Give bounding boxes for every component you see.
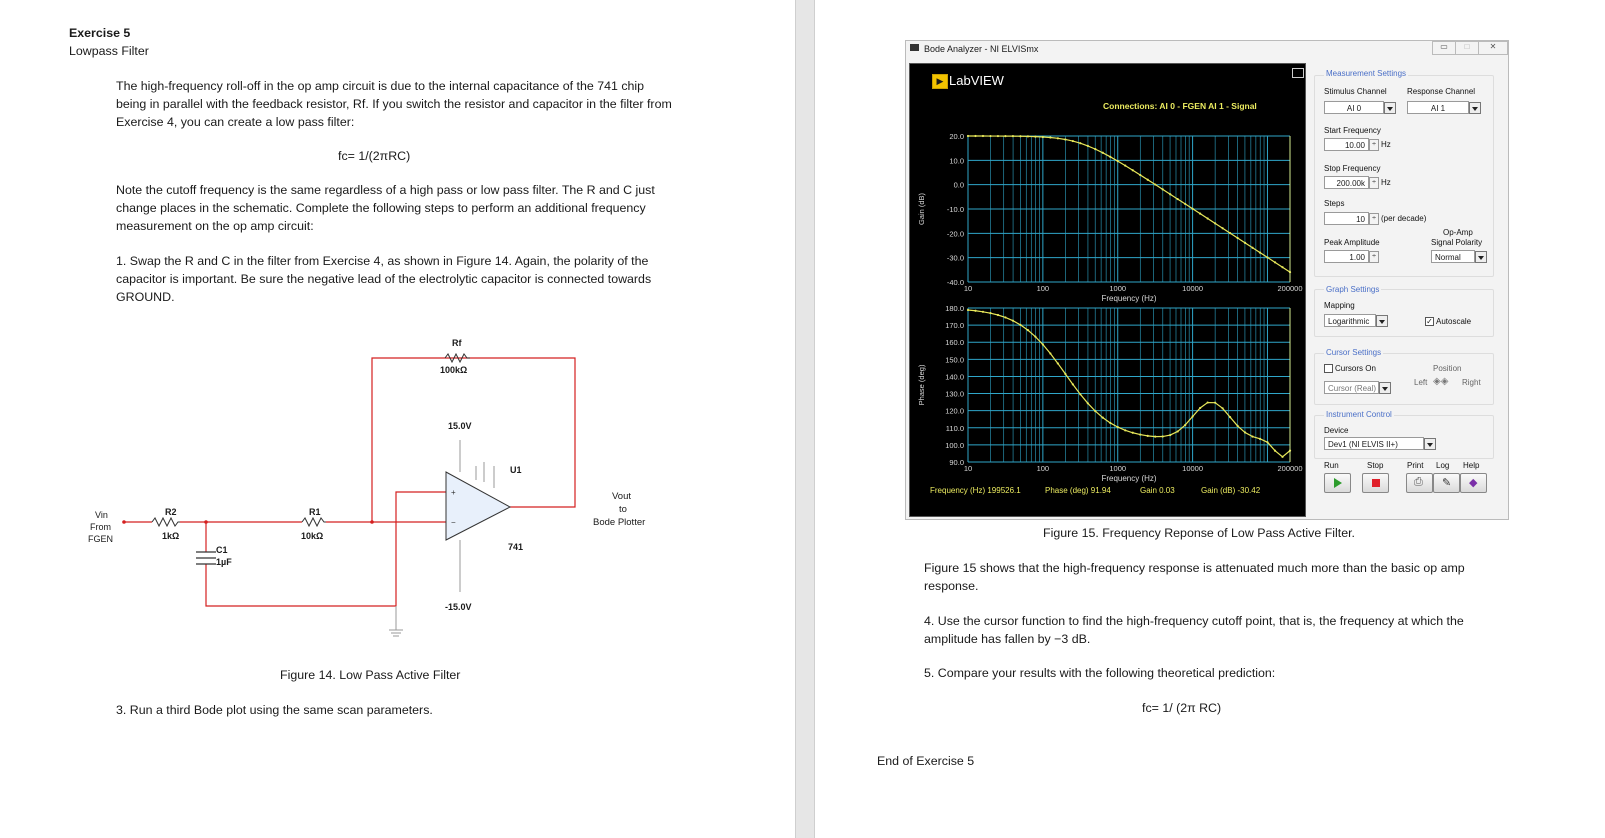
log-label: Log <box>1436 461 1450 470</box>
position-arrows-icon[interactable]: ◈◈ <box>1433 376 1449 387</box>
gain-ytick: -40.0 <box>946 278 964 287</box>
print-button[interactable] <box>1406 473 1433 493</box>
phase-point <box>1214 402 1216 404</box>
start-input[interactable]: 10.00 <box>1324 138 1369 151</box>
phase-point <box>1057 362 1059 364</box>
polarity-dropdown-icon[interactable] <box>1475 251 1487 263</box>
autoscale-checkbox[interactable]: ✓ <box>1426 317 1433 326</box>
theory-formula: fc= 1/ (2π RC) <box>1142 701 1222 715</box>
phase-point <box>1207 401 1209 403</box>
phase-xtick: 10000 <box>1182 464 1204 473</box>
phase-point <box>997 314 999 316</box>
gain-point <box>967 135 969 137</box>
gain-point <box>997 135 999 137</box>
mapping-label: Mapping <box>1324 301 1355 310</box>
gain-point <box>1117 160 1119 162</box>
phase-point <box>1162 435 1164 437</box>
gain-xtick: 100 <box>1036 284 1050 293</box>
mapping-dropdown-icon[interactable] <box>1376 315 1388 327</box>
gain-point <box>1057 137 1059 139</box>
from-label: From <box>90 522 111 532</box>
phase-point <box>1147 435 1149 437</box>
vneg-label: -15.0V <box>445 602 472 612</box>
r1-resistor <box>302 518 326 526</box>
panel-options-icon[interactable] <box>1292 68 1304 78</box>
phase-point <box>974 310 976 312</box>
stop-input[interactable]: 200.00k <box>1324 176 1369 189</box>
help-label: Help <box>1463 461 1480 470</box>
gain-point <box>1064 138 1066 140</box>
stop-unit: Hz <box>1381 178 1391 187</box>
gain-ytick: -10.0 <box>946 205 964 214</box>
phase-ytick: 180.0 <box>945 304 964 313</box>
help-book-icon: ◆ <box>1469 477 1478 489</box>
phase-point <box>1087 402 1089 404</box>
per-decade-label: (per decade) <box>1381 214 1427 223</box>
phase-point <box>1192 415 1194 417</box>
gain-point <box>1079 142 1081 144</box>
stimulus-select[interactable]: AI 0 <box>1324 101 1384 114</box>
c1-capacitor <box>196 552 216 564</box>
phase-point <box>982 311 984 313</box>
readout-gain: Gain 0.03 <box>1140 486 1175 495</box>
stop-square-icon <box>1372 479 1380 487</box>
phase-point <box>1019 324 1021 326</box>
phase-point <box>1027 329 1029 331</box>
phase-point <box>1049 352 1051 354</box>
step-1: 1. Swap the R and C in the filter from Exercise 4, as shown in Figure 14. Again, the polarity of the capacitor is important. Be sure the negative lead of the electrolytic capacitor is connected towards GROUND. <box>116 254 652 304</box>
maximize-icon[interactable]: □ <box>1455 41 1479 55</box>
c1-label: C1 <box>216 545 228 555</box>
run-button[interactable] <box>1324 473 1351 493</box>
vin-label: Vin <box>95 510 108 520</box>
phase-point <box>1094 410 1096 412</box>
phase-point <box>1274 450 1276 452</box>
intro-paragraph: The high-frequency roll-off in the op amp circuit is due to the internal capacitance of the 741 chip being in parallel with the feedback resistor, Rf. If you switch the resistor and capacitor in the filter from Exercise 4, you can create a low pass filter: <box>116 79 672 129</box>
mapping-select[interactable]: Logarithmic <box>1324 314 1376 327</box>
peak-label: Peak Amplitude <box>1324 238 1380 247</box>
left-label: Left <box>1414 378 1428 387</box>
readout-phase: Phase (deg) 91.94 <box>1045 486 1111 495</box>
instrument-header: Instrument Control <box>1326 410 1392 419</box>
cursor-select[interactable]: Cursor (Real) <box>1324 381 1379 394</box>
phase-point <box>1064 373 1066 375</box>
gain-point <box>1162 188 1164 190</box>
start-label: Start Frequency <box>1324 126 1381 135</box>
phase-point <box>1169 434 1171 436</box>
gain-point <box>1027 135 1029 137</box>
phase-point <box>1229 416 1231 418</box>
close-icon[interactable]: ✕ <box>1478 41 1508 55</box>
gain-point <box>1192 208 1194 210</box>
gain-trace <box>968 136 1290 272</box>
phase-point <box>1109 422 1111 424</box>
gain-point <box>1154 183 1156 185</box>
phase-ytick: 100.0 <box>945 440 964 450</box>
phase-point <box>1139 433 1141 435</box>
step-5: 5. Compare your results with the following theoretical prediction: <box>924 666 1276 680</box>
bode-analyzer-window <box>905 40 1509 520</box>
phase-point <box>1199 407 1201 409</box>
bode-label: Bode Plotter <box>593 517 646 528</box>
gain-point <box>1019 135 1021 137</box>
phase-ytick: 130.0 <box>945 389 964 399</box>
gain-plot <box>910 110 1305 310</box>
phase-point <box>1259 438 1261 440</box>
window-title: Bode Analyzer - NI ELVISmx <box>924 44 1039 54</box>
gain-point <box>1184 203 1186 205</box>
vpos-label: 15.0V <box>448 421 472 431</box>
gain-ylabel: Gain (dB) <box>917 192 926 226</box>
gain-point <box>1199 213 1201 215</box>
rf-label: Rf <box>452 338 462 348</box>
gain-point <box>1229 232 1231 234</box>
gain-ytick: -20.0 <box>946 229 964 239</box>
phase-ytick: 140.0 <box>945 372 964 382</box>
exercise-subtitle: Lowpass Filter <box>69 44 149 58</box>
r2-resistor <box>152 518 180 526</box>
phase-point <box>1266 441 1268 443</box>
log-button[interactable] <box>1433 473 1460 493</box>
fgen-label: FGEN <box>88 534 114 544</box>
start-stepper[interactable]: ÷ <box>1369 139 1379 151</box>
cursor-header: Cursor Settings <box>1326 348 1382 357</box>
phase-point <box>1244 431 1246 433</box>
gain-point <box>1132 169 1134 171</box>
exercise-title: Exercise 5 <box>69 26 131 40</box>
gain-ytick: -30.0 <box>946 253 964 263</box>
phase-ytick: 110.0 <box>945 423 964 433</box>
phase-trace <box>968 310 1290 457</box>
stop-stepper[interactable]: ÷ <box>1369 177 1379 189</box>
readout-gain-db: Gain (dB) -30.42 <box>1201 486 1261 495</box>
phase-xtick: 10 <box>963 464 973 473</box>
gain-point <box>1236 237 1238 239</box>
phase-plot <box>910 296 1305 486</box>
stimulus-label: Stimulus Channel <box>1324 87 1387 96</box>
note-paragraph: Note the cutoff frequency is the same regardless of a high pass or low pass filter. The R and C just change places in the schematic. Complete the following steps to perform an additional frequency measurement on the op amp circuit: <box>116 183 655 233</box>
gain-point <box>1169 193 1171 195</box>
phase-point <box>1184 424 1186 426</box>
c1-value: 1µF <box>216 557 232 567</box>
phase-ytick: 150.0 <box>945 355 964 365</box>
gain-point <box>1266 256 1268 258</box>
opamp-label-2: Signal Polarity <box>1431 238 1483 247</box>
gain-point <box>1281 266 1283 268</box>
phase-point <box>1072 383 1074 385</box>
print-label: Print <box>1407 461 1424 470</box>
phase-point <box>1236 425 1238 427</box>
gain-ytick: 20.0 <box>949 132 964 141</box>
gain-ytick: 0.0 <box>953 180 964 190</box>
cursor-dropdown-icon[interactable] <box>1379 382 1391 394</box>
gain-point <box>989 135 991 137</box>
response-select[interactable]: AI 1 <box>1407 101 1469 114</box>
run-label: Run <box>1324 461 1339 470</box>
cursors-on-label: Cursors On <box>1335 364 1376 373</box>
stop-button[interactable] <box>1362 473 1389 493</box>
gain-xtick: 200000 <box>1277 284 1303 293</box>
gain-point <box>1124 165 1126 167</box>
figure15-caption: Figure 15. Frequency Reponse of Low Pass Active Filter. <box>1043 526 1355 540</box>
low-pass-schematic <box>80 330 680 640</box>
plot-panel <box>909 63 1306 517</box>
gain-point <box>1049 136 1051 138</box>
phase-point <box>1004 316 1006 318</box>
page-gutter <box>795 0 815 838</box>
svg-text:−: − <box>451 518 456 527</box>
device-dropdown-icon[interactable] <box>1424 438 1436 450</box>
phase-xtick: 200000 <box>1277 464 1303 473</box>
phase-point <box>1102 417 1104 419</box>
step-4: 4. Use the cursor function to find the high-frequency cutoff point, that is, the frequency at which the amplitude has fallen by −3 dB. <box>924 614 1464 646</box>
labview-logo: ▶ LabVIEW <box>932 66 1026 92</box>
labview-icon: ▶ <box>932 74 948 89</box>
right-page <box>815 0 1605 838</box>
phase-point <box>1177 430 1179 432</box>
step-3: 3. Run a third Bode plot using the same scan parameters. <box>116 703 433 717</box>
gain-point <box>1072 140 1074 142</box>
schematic-wires <box>124 358 575 606</box>
device-select[interactable]: Dev1 (NI ELVIS II+) <box>1324 437 1424 450</box>
gain-point <box>1094 148 1096 150</box>
rf-value: 100kΩ <box>440 365 468 375</box>
gain-point <box>1102 152 1104 154</box>
steps-input[interactable]: 10 <box>1324 212 1369 225</box>
phase-point <box>1042 343 1044 345</box>
phase-xtick: 1000 <box>1109 464 1127 473</box>
gain-point <box>974 135 976 137</box>
figure15-paragraph: Figure 15 shows that the high-frequency response is attenuated much more than the basic op amp response. <box>924 561 1465 593</box>
device-label: Device <box>1324 426 1349 435</box>
phase-point <box>1281 456 1283 458</box>
gain-point <box>1034 136 1036 138</box>
phase-point <box>967 309 969 311</box>
end-of-exercise: End of Exercise 5 <box>877 754 975 768</box>
phase-point <box>989 312 991 314</box>
steps-stepper[interactable]: ÷ <box>1369 213 1379 225</box>
figure14-caption: Figure 14. Low Pass Active Filter <box>280 668 461 682</box>
left-page <box>0 0 795 838</box>
polarity-select[interactable]: Normal <box>1431 250 1475 263</box>
stimulus-dropdown-icon[interactable] <box>1384 102 1396 114</box>
run-arrow-icon <box>1334 478 1342 488</box>
gain-xtick: 1000 <box>1109 284 1127 293</box>
measurement-header: Measurement Settings <box>1326 69 1407 78</box>
log-edit-icon: ✎ <box>1442 477 1452 489</box>
opamp-triangle <box>446 472 510 540</box>
gain-point <box>1207 217 1209 219</box>
phase-point <box>1154 436 1156 438</box>
gain-point <box>1139 174 1141 176</box>
gain-point <box>1012 135 1014 137</box>
gain-point <box>1244 242 1246 244</box>
steps-label: Steps <box>1324 199 1345 208</box>
phase-ylabel: Phase (deg) <box>917 364 926 406</box>
phase-point <box>1034 336 1036 338</box>
stop-button-label: Stop <box>1367 461 1384 470</box>
minimize-icon[interactable]: ▭ <box>1432 41 1456 55</box>
peak-input[interactable]: 1.00 <box>1324 250 1369 263</box>
phase-xtick: 100 <box>1036 464 1050 473</box>
gain-xlabel: Frequency (Hz) <box>1101 294 1157 303</box>
phase-point <box>1222 407 1224 409</box>
phase-ytick: 160.0 <box>945 338 964 348</box>
u1-label: U1 <box>510 465 522 475</box>
right-label: Right <box>1462 378 1481 387</box>
vout-label: Vout <box>612 491 632 502</box>
gain-point <box>1004 135 1006 137</box>
r2-value: 1kΩ <box>162 531 180 541</box>
phase-ytick: 90.0 <box>949 458 964 467</box>
gain-point <box>1251 247 1253 249</box>
phase-ytick: 120.0 <box>945 406 964 416</box>
start-unit: Hz <box>1381 140 1391 149</box>
phase-xlabel: Frequency (Hz) <box>1101 474 1157 483</box>
graph-header: Graph Settings <box>1326 285 1380 294</box>
gain-xtick: 10 <box>963 284 973 293</box>
gain-ytick: 10.0 <box>949 156 964 166</box>
gain-point <box>1087 145 1089 147</box>
phase-point <box>1117 426 1119 428</box>
autoscale-label: Autoscale <box>1436 317 1472 326</box>
gain-point <box>1274 261 1276 263</box>
printer-icon: ⎙ <box>1414 476 1423 488</box>
position-label: Position <box>1433 364 1462 373</box>
cutoff-formula: fc= 1/(2πRC) <box>338 149 411 163</box>
graph-settings <box>1314 289 1494 337</box>
phase-point <box>1079 393 1081 395</box>
response-dropdown-icon[interactable] <box>1469 102 1481 114</box>
r1-label: R1 <box>309 507 321 517</box>
connections-label: Connections: AI 0 - FGEN AI 1 - Signal <box>1103 101 1257 111</box>
gain-point <box>1214 222 1216 224</box>
readout-frequency: Frequency (Hz) 199526.1 <box>930 486 1021 495</box>
gain-xtick: 10000 <box>1182 284 1204 293</box>
svg-text:+: + <box>451 488 456 497</box>
opamp-part: 741 <box>508 542 524 552</box>
gain-point <box>1222 227 1224 229</box>
phase-point <box>1251 435 1253 437</box>
r2-label: R2 <box>165 507 177 517</box>
gain-point <box>1109 156 1111 158</box>
r1-value: 10kΩ <box>301 531 324 541</box>
opamp-label-1: Op-Amp <box>1443 228 1473 237</box>
response-label: Response Channel <box>1407 87 1476 96</box>
gain-point <box>1147 179 1149 181</box>
help-button[interactable] <box>1460 473 1487 493</box>
cursors-on-checkbox[interactable] <box>1324 364 1333 373</box>
phase-point <box>1124 429 1126 431</box>
phase-point <box>1132 432 1134 434</box>
phase-ytick: 170.0 <box>945 321 964 331</box>
gain-point <box>1259 251 1261 253</box>
stop-label: Stop Frequency <box>1324 164 1381 173</box>
peak-stepper[interactable]: ÷ <box>1369 251 1379 263</box>
to-label: to <box>619 504 627 515</box>
gain-point <box>982 135 984 137</box>
phase-point <box>1012 320 1014 322</box>
window-app-icon <box>910 44 919 51</box>
gain-point <box>1177 198 1179 200</box>
gain-point <box>1042 136 1044 138</box>
